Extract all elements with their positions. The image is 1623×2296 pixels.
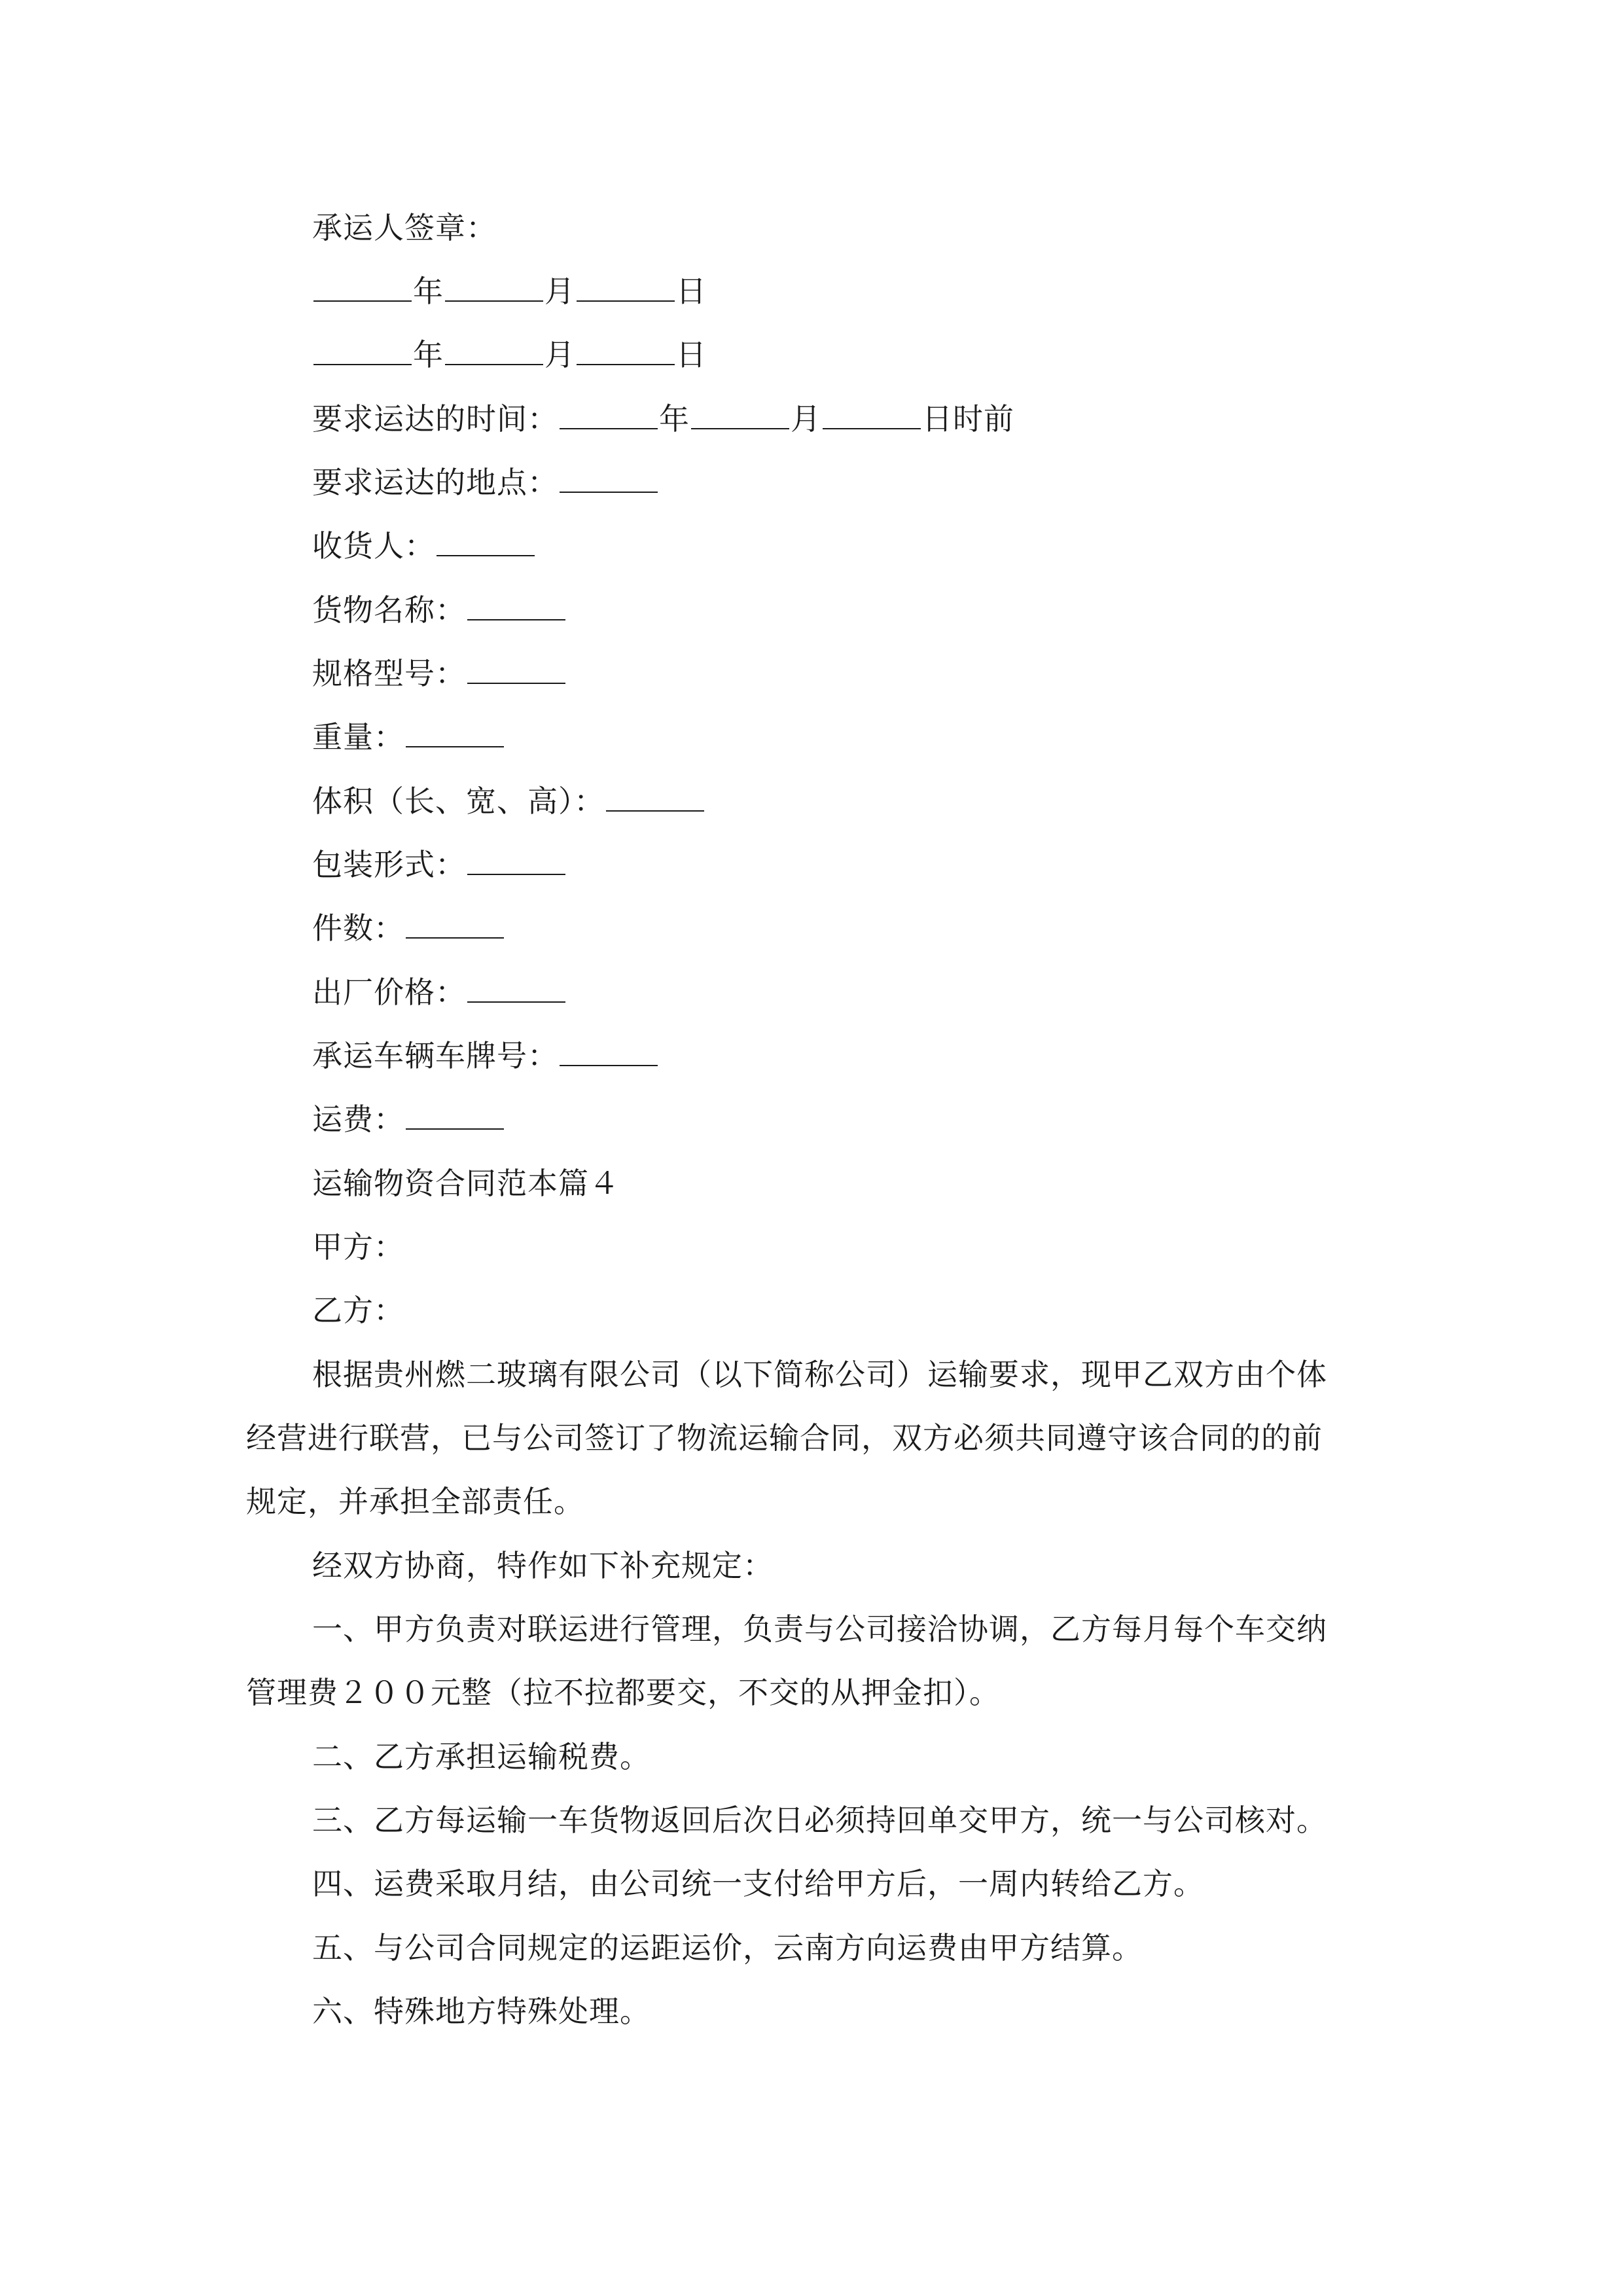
goods-name-blank [467,619,565,620]
pieces-label: 件数： [312,910,404,946]
date-line-1 [312,272,707,311]
goods-name-line [312,590,567,630]
place-line [312,463,659,502]
month-blank [691,428,789,429]
consignee-line [312,526,536,565]
party-b-line: 乙方： [312,1293,404,1328]
package-blank [467,874,565,875]
freight-blank [406,1128,504,1130]
place-label: 要求运达的地点： [312,465,558,500]
item-5: 五、与公司合同规定的运距运价，云南方向运费由甲方结算。 [312,1930,1143,1965]
month-label: 月 [544,274,575,309]
year-label: 年 [413,274,444,309]
item-1-line-1: 一、甲方负责对联运进行管理，负责与公司接洽协调，乙方每月每个车交纳 [312,1611,1327,1647]
deadline-suffix: 日时前 [922,401,1014,437]
paragraph-1-line-2: 经营进行联营，已与公司签订了物流运输合同，双方必须共同遵守该合同的的前 [246,1420,1323,1456]
day-label: 日 [676,274,707,309]
day-blank [823,428,921,429]
volume-line [312,781,705,821]
deadline-label: 要求运达的时间： [312,401,558,437]
paragraph-1-line-1: 根据贵州燃二玻璃有限公司（以下简称公司）运输要求，现甲乙双方由个体 [312,1357,1327,1392]
pieces-line [312,908,505,948]
date-line-2 [312,335,707,374]
month-blank [445,364,543,365]
price-line [312,973,567,1012]
year-label: 年 [413,337,444,372]
carrier-signature-line [312,208,497,247]
year-blank [313,300,412,302]
weight-line [312,717,505,757]
goods-name-label: 货物名称： [312,592,466,628]
spec-line [312,654,567,693]
freight-line [312,1100,505,1139]
weight-label: 重量： [312,719,404,755]
year-blank [560,428,658,429]
price-label: 出厂价格： [312,975,466,1010]
weight-blank [406,746,504,747]
plate-blank [560,1065,658,1066]
year-blank [313,364,412,365]
place-blank [560,492,658,493]
month-label: 月 [791,401,821,437]
day-blank [577,300,675,302]
section-title: 运输物资合同范本篇４ [312,1166,620,1201]
item-6: 六、特殊地方特殊处理。 [312,1994,651,2029]
paragraph-2: 经双方协商，特作如下补充规定： [312,1548,774,1583]
plate-line [312,1036,659,1075]
consignee-blank [437,555,535,556]
item-3: 三、乙方每运输一车货物返回后次日必须持回单交甲方，统一与公司核对。 [312,1803,1327,1838]
package-line [312,845,567,884]
spec-blank [467,683,565,684]
party-a-line: 甲方： [312,1229,404,1265]
package-label: 包装形式： [312,847,466,882]
carrier-signature-label: 承运人签章： [312,210,497,245]
paragraph-1-line-3: 规定，并承担全部责任。 [246,1484,584,1519]
item-1-line-2: 管理费２００元整（拉不拉都要交，不交的从押金扣）。 [246,1675,1000,1710]
freight-label: 运费： [312,1102,404,1137]
volume-label: 体积（长、宽、高）： [312,783,605,819]
item-4: 四、运费采取月结，由公司统一支付给甲方后，一周内转给乙方。 [312,1866,1204,1901]
day-blank [577,364,675,365]
consignee-label: 收货人： [312,528,435,564]
month-blank [445,300,543,302]
price-blank [467,1001,565,1003]
day-label: 日 [676,337,707,372]
spec-label: 规格型号： [312,656,466,691]
deadline-line [312,399,1014,439]
year-label: 年 [659,401,690,437]
pieces-blank [406,937,504,939]
month-label: 月 [544,337,575,372]
plate-label: 承运车辆车牌号： [312,1038,558,1073]
volume-blank [606,810,704,812]
item-2: 二、乙方承担运输税费。 [312,1739,651,1774]
